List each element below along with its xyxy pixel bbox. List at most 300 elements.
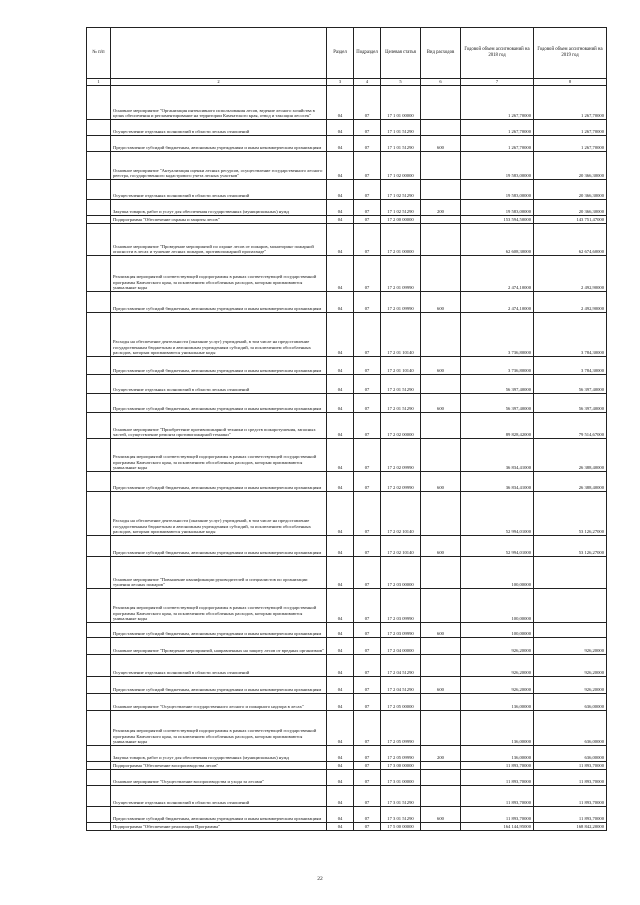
row-allocation-2018-cell: 1 267,70000 bbox=[461, 136, 534, 152]
row-allocation-2018-cell: 89 828,42000 bbox=[461, 413, 534, 439]
row-expense-type-cell bbox=[421, 711, 461, 746]
row-target-article-cell: 17 2 01 00000 bbox=[381, 224, 421, 256]
row-number-cell bbox=[87, 492, 111, 536]
row-section-cell: 04 bbox=[327, 357, 354, 375]
row-target-article-cell: 17 2 05 09990 bbox=[381, 746, 421, 762]
row-number-cell bbox=[87, 823, 111, 831]
row-number-cell bbox=[87, 413, 111, 439]
row-allocation-2019-cell: 11 893,70000 bbox=[534, 807, 607, 823]
row-name-cell: Предоставление субсидий бюджетным, автономным учреждениям и иным некоммерческим организациям bbox=[111, 292, 327, 313]
row-allocation-2019-cell: 926,20000 bbox=[534, 655, 607, 677]
row-allocation-2018-cell: 11 893,70000 bbox=[461, 770, 534, 786]
row-target-article-cell: 17 2 05 09990 bbox=[381, 711, 421, 746]
row-allocation-2019-cell: 11 893,70000 bbox=[534, 786, 607, 807]
row-section-cell: 04 bbox=[327, 375, 354, 394]
row-target-article-cell: 17 2 04 51290 bbox=[381, 655, 421, 677]
row-allocation-2019-cell: 20 366,30000 bbox=[534, 200, 607, 216]
row-allocation-2018-cell: 164 144,95000 bbox=[461, 823, 534, 831]
row-section-cell: 04 bbox=[327, 292, 354, 313]
row-expense-type-cell bbox=[421, 655, 461, 677]
row-target-article-cell: 17 1 02 51290 bbox=[381, 200, 421, 216]
column-number: 8 bbox=[534, 79, 607, 86]
row-name-cell: Предоставление субсидий бюджетным, автономным учреждениям и иным некоммерческим организациям bbox=[111, 536, 327, 557]
column-number-row bbox=[87, 79, 607, 86]
row-allocation-2018-cell: 2 474,10000 bbox=[461, 292, 534, 313]
row-allocation-2019-cell bbox=[534, 557, 607, 589]
row-expense-type-cell bbox=[421, 152, 461, 180]
row-expense-type-cell bbox=[421, 180, 461, 200]
row-number-cell bbox=[87, 677, 111, 694]
table-row bbox=[87, 394, 607, 413]
row-allocation-2018-cell: 3 736,80000 bbox=[461, 313, 534, 357]
row-target-article-cell: 17 2 02 00000 bbox=[381, 413, 421, 439]
row-number-cell bbox=[87, 313, 111, 357]
row-target-article-cell: 17 2 03 09990 bbox=[381, 589, 421, 623]
row-section-cell: 04 bbox=[327, 786, 354, 807]
row-target-article-cell: 17 2 01 51290 bbox=[381, 394, 421, 413]
row-section-cell: 04 bbox=[327, 180, 354, 200]
row-subsection-cell: 07 bbox=[354, 357, 381, 375]
row-expense-type-cell bbox=[421, 786, 461, 807]
table-row bbox=[87, 413, 607, 439]
row-allocation-2019-cell: 1 267,70000 bbox=[534, 86, 607, 120]
row-target-article-cell: 17 3 01 51290 bbox=[381, 807, 421, 823]
row-allocation-2018-cell: 19 583,00000 bbox=[461, 152, 534, 180]
row-subsection-cell: 07 bbox=[354, 216, 381, 224]
row-target-article-cell: 17 2 01 10140 bbox=[381, 357, 421, 375]
row-allocation-2019-cell: 53 126,27000 bbox=[534, 536, 607, 557]
row-allocation-2018-cell: 926,20000 bbox=[461, 655, 534, 677]
row-expense-type-cell: 200 bbox=[421, 200, 461, 216]
row-subsection-cell: 07 bbox=[354, 439, 381, 472]
row-target-article-cell: 17 2 04 00000 bbox=[381, 638, 421, 655]
row-allocation-2019-cell: 3 784,30000 bbox=[534, 313, 607, 357]
row-allocation-2019-cell: 636,00000 bbox=[534, 746, 607, 762]
row-name-cell: Предоставление субсидий бюджетным, автономным учреждениям и иным некоммерческим организациям bbox=[111, 807, 327, 823]
row-section-cell: 04 bbox=[327, 638, 354, 655]
page-number: 22 bbox=[317, 876, 323, 882]
column-number: 6 bbox=[421, 79, 461, 86]
row-expense-type-cell: 200 bbox=[421, 746, 461, 762]
row-target-article-cell: 17 2 03 09990 bbox=[381, 623, 421, 638]
header-name bbox=[111, 28, 327, 79]
row-expense-type-cell: 600 bbox=[421, 536, 461, 557]
row-allocation-2018-cell: 19 583,00000 bbox=[461, 180, 534, 200]
table-row bbox=[87, 292, 607, 313]
table-row bbox=[87, 823, 607, 831]
row-allocation-2018-cell: 136,00000 bbox=[461, 694, 534, 711]
row-number-cell bbox=[87, 589, 111, 623]
row-section-cell: 04 bbox=[327, 677, 354, 694]
table-row bbox=[87, 623, 607, 638]
row-allocation-2018-cell: 100,00000 bbox=[461, 589, 534, 623]
row-target-article-cell: 17 1 01 51290 bbox=[381, 136, 421, 152]
row-number-cell bbox=[87, 152, 111, 180]
row-target-article-cell: 17 1 02 00000 bbox=[381, 152, 421, 180]
row-subsection-cell: 07 bbox=[354, 536, 381, 557]
row-subsection-cell: 07 bbox=[354, 256, 381, 292]
row-number-cell bbox=[87, 770, 111, 786]
table-row bbox=[87, 224, 607, 256]
row-subsection-cell: 07 bbox=[354, 200, 381, 216]
row-allocation-2019-cell: 53 126,27000 bbox=[534, 492, 607, 536]
row-name-cell: Закупка товаров, работ и услуг для обеспечения государственных (муниципальных) нужд bbox=[111, 200, 327, 216]
row-number-cell bbox=[87, 224, 111, 256]
row-allocation-2018-cell: 100,00000 bbox=[461, 557, 534, 589]
row-number-cell bbox=[87, 786, 111, 807]
row-allocation-2018-cell: 1 267,70000 bbox=[461, 86, 534, 120]
row-subsection-cell: 07 bbox=[354, 472, 381, 492]
row-allocation-2019-cell bbox=[534, 623, 607, 638]
table-row bbox=[87, 256, 607, 292]
row-expense-type-cell: 600 bbox=[421, 292, 461, 313]
row-subsection-cell: 07 bbox=[354, 492, 381, 536]
row-subsection-cell: 07 bbox=[354, 375, 381, 394]
row-expense-type-cell: 600 bbox=[421, 807, 461, 823]
table-row bbox=[87, 120, 607, 136]
row-number-cell bbox=[87, 762, 111, 770]
row-allocation-2019-cell: 62 674,60000 bbox=[534, 224, 607, 256]
row-name-cell: Основное мероприятие "Повышение квалификации руководителей и специалистов по организации тушения лесных пожаров" bbox=[111, 557, 327, 589]
row-name-cell: Осуществление отдельных полномочий в области лесных отношений bbox=[111, 120, 327, 136]
row-section-cell: 04 bbox=[327, 313, 354, 357]
row-expense-type-cell bbox=[421, 375, 461, 394]
row-expense-type-cell bbox=[421, 823, 461, 831]
column-number: 5 bbox=[381, 79, 421, 86]
row-allocation-2018-cell: 52 994,01000 bbox=[461, 536, 534, 557]
row-number-cell bbox=[87, 711, 111, 746]
row-section-cell: 04 bbox=[327, 823, 354, 831]
row-section-cell: 04 bbox=[327, 762, 354, 770]
row-target-article-cell: 17 2 01 09990 bbox=[381, 256, 421, 292]
row-section-cell: 04 bbox=[327, 86, 354, 120]
row-allocation-2018-cell: 926,20000 bbox=[461, 677, 534, 694]
row-name-cell: Расходы на обеспечение деятельности (оказание услуг) учреждений, в том числе на предоставление государственным бюджетным и автономным учреждениям субсидий, за исключением обособленных расходов, которым присваиваются уникальные коды bbox=[111, 313, 327, 357]
row-allocation-2018-cell: 153 594,50000 bbox=[461, 216, 534, 224]
row-number-cell bbox=[87, 256, 111, 292]
row-section-cell: 04 bbox=[327, 439, 354, 472]
row-expense-type-cell: 600 bbox=[421, 136, 461, 152]
row-subsection-cell: 07 bbox=[354, 394, 381, 413]
table-row bbox=[87, 216, 607, 224]
row-name-cell: Реализация мероприятий соответствующей подпрограммы в рамках соответствующей государственной программы Камчатского края, за исключением обособленных расходов, которым присваиваются уникальные коды bbox=[111, 256, 327, 292]
row-number-cell bbox=[87, 472, 111, 492]
row-section-cell: 04 bbox=[327, 711, 354, 746]
row-number-cell bbox=[87, 623, 111, 638]
table-row bbox=[87, 589, 607, 623]
row-name-cell: Предоставление субсидий бюджетным, автономным учреждениям и иным некоммерческим организациям bbox=[111, 357, 327, 375]
row-name-cell: Основное мероприятие "Осуществление воспроизводства и ухода за лесами" bbox=[111, 770, 327, 786]
row-section-cell: 04 bbox=[327, 770, 354, 786]
row-section-cell: 04 bbox=[327, 589, 354, 623]
row-name-cell: Закупка товаров, работ и услуг для обеспечения государственных (муниципальных) нужд bbox=[111, 746, 327, 762]
row-target-article-cell: 17 2 00 00000 bbox=[381, 216, 421, 224]
row-expense-type-cell bbox=[421, 557, 461, 589]
row-subsection-cell: 07 bbox=[354, 638, 381, 655]
row-name-cell: Основное мероприятие "Приобретение противопожарной техники и средств пожаротушения, запасных частей, осуществление ремонта противопожарной техники" bbox=[111, 413, 327, 439]
table-row bbox=[87, 807, 607, 823]
row-number-cell bbox=[87, 375, 111, 394]
row-number-cell bbox=[87, 394, 111, 413]
row-name-cell: Реализация мероприятий соответствующей подпрограммы в рамках соответствующей государственной программы Камчатского края, за исключением обособленных расходов, которым присваиваются уникальные коды bbox=[111, 439, 327, 472]
row-expense-type-cell bbox=[421, 770, 461, 786]
row-expense-type-cell bbox=[421, 492, 461, 536]
row-expense-type-cell bbox=[421, 224, 461, 256]
row-allocation-2019-cell: 20 366,30000 bbox=[534, 180, 607, 200]
row-number-cell bbox=[87, 746, 111, 762]
row-allocation-2019-cell: 636,00000 bbox=[534, 694, 607, 711]
row-target-article-cell: 17 2 02 09990 bbox=[381, 472, 421, 492]
row-name-cell: Основное мероприятие "Осуществление государственного лесного и пожарного надзора в лесах" bbox=[111, 694, 327, 711]
row-section-cell: 04 bbox=[327, 746, 354, 762]
row-section-cell: 04 bbox=[327, 623, 354, 638]
row-name-cell: Осуществление отдельных полномочий в области лесных отношений bbox=[111, 786, 327, 807]
table-row bbox=[87, 762, 607, 770]
row-allocation-2018-cell: 100,00000 bbox=[461, 623, 534, 638]
row-name-cell: Подпрограмма "Обеспечение реализации Программы" bbox=[111, 823, 327, 831]
row-subsection-cell: 07 bbox=[354, 694, 381, 711]
row-allocation-2019-cell: 56 397,40000 bbox=[534, 375, 607, 394]
row-allocation-2019-cell bbox=[534, 589, 607, 623]
row-allocation-2019-cell: 636,00000 bbox=[534, 711, 607, 746]
row-target-article-cell: 17 1 01 51290 bbox=[381, 120, 421, 136]
row-name-cell: Предоставление субсидий бюджетным, автономным учреждениям и иным некоммерческим организациям bbox=[111, 394, 327, 413]
column-number: 4 bbox=[354, 79, 381, 86]
row-allocation-2019-cell: 26 388,40000 bbox=[534, 439, 607, 472]
table-row bbox=[87, 86, 607, 120]
row-subsection-cell: 07 bbox=[354, 557, 381, 589]
row-allocation-2018-cell: 11 893,70000 bbox=[461, 807, 534, 823]
row-name-cell: Осуществление отдельных полномочий в области лесных отношений bbox=[111, 655, 327, 677]
row-number-cell bbox=[87, 439, 111, 472]
table-row bbox=[87, 136, 607, 152]
row-expense-type-cell bbox=[421, 256, 461, 292]
row-subsection-cell: 07 bbox=[354, 136, 381, 152]
row-allocation-2018-cell: 1 267,70000 bbox=[461, 120, 534, 136]
row-expense-type-cell bbox=[421, 313, 461, 357]
table-row bbox=[87, 638, 607, 655]
table-row bbox=[87, 439, 607, 472]
row-expense-type-cell bbox=[421, 216, 461, 224]
table-row bbox=[87, 536, 607, 557]
row-allocation-2019-cell: 2 492,90000 bbox=[534, 256, 607, 292]
table-row bbox=[87, 711, 607, 746]
row-subsection-cell: 07 bbox=[354, 86, 381, 120]
column-number: 2 bbox=[111, 79, 327, 86]
row-allocation-2019-cell: 20 366,30000 bbox=[534, 152, 607, 180]
row-target-article-cell: 17 2 01 51290 bbox=[381, 375, 421, 394]
row-section-cell: 04 bbox=[327, 394, 354, 413]
row-allocation-2019-cell: 1 267,70000 bbox=[534, 136, 607, 152]
row-number-cell bbox=[87, 86, 111, 120]
header-allocation-2019: Годовой объем ассигнований на 2019 год bbox=[534, 28, 607, 79]
row-section-cell: 04 bbox=[327, 536, 354, 557]
row-name-cell: Реализация мероприятий соответствующей подпрограммы в рамках соответствующей государственной программы Камчатского края, за исключением обособленных расходов, которым присваиваются уникальные коды bbox=[111, 589, 327, 623]
row-expense-type-cell bbox=[421, 638, 461, 655]
row-number-cell bbox=[87, 120, 111, 136]
row-section-cell: 04 bbox=[327, 655, 354, 677]
row-subsection-cell: 07 bbox=[354, 152, 381, 180]
row-name-cell: Подпрограмма "Обеспечение воспроизводства лесов" bbox=[111, 762, 327, 770]
row-number-cell bbox=[87, 655, 111, 677]
row-name-cell: Основное мероприятие "Проведение мероприятий по охране лесов от пожаров, мониторинг пожарной опасности в лесах и тушение лесных пожаров, противопожарной пропаганде" bbox=[111, 224, 327, 256]
row-allocation-2019-cell: 143 751,47000 bbox=[534, 216, 607, 224]
row-section-cell: 04 bbox=[327, 200, 354, 216]
row-allocation-2019-cell: 2 492,90000 bbox=[534, 292, 607, 313]
row-target-article-cell: 17 2 02 09990 bbox=[381, 439, 421, 472]
row-subsection-cell: 07 bbox=[354, 746, 381, 762]
row-subsection-cell: 07 bbox=[354, 762, 381, 770]
row-allocation-2018-cell: 56 397,40000 bbox=[461, 394, 534, 413]
row-target-article-cell: 17 3 01 51290 bbox=[381, 786, 421, 807]
row-name-cell: Осуществление отдельных полномочий в области лесных отношений bbox=[111, 180, 327, 200]
row-subsection-cell: 07 bbox=[354, 623, 381, 638]
header-number: № п/п bbox=[87, 28, 111, 79]
row-allocation-2019-cell: 926,20000 bbox=[534, 638, 607, 655]
table-row bbox=[87, 770, 607, 786]
row-allocation-2019-cell: 168 842,20000 bbox=[534, 823, 607, 831]
row-expense-type-cell: 600 bbox=[421, 394, 461, 413]
row-name-cell: Основное мероприятие "Проведение мероприятий, направленных на защиту лесов от вредных организмов" bbox=[111, 638, 327, 655]
row-name-cell: Осуществление отдельных полномочий в области лесных отношений bbox=[111, 375, 327, 394]
column-number: 3 bbox=[327, 79, 354, 86]
row-section-cell: 04 bbox=[327, 224, 354, 256]
row-expense-type-cell bbox=[421, 762, 461, 770]
column-number: 7 bbox=[461, 79, 534, 86]
row-target-article-cell: 17 5 00 00000 bbox=[381, 823, 421, 831]
row-expense-type-cell: 600 bbox=[421, 677, 461, 694]
table-body bbox=[87, 86, 607, 831]
row-expense-type-cell: 600 bbox=[421, 472, 461, 492]
row-section-cell: 04 bbox=[327, 152, 354, 180]
row-target-article-cell: 17 2 04 51290 bbox=[381, 677, 421, 694]
row-target-article-cell: 17 3 01 00000 bbox=[381, 770, 421, 786]
row-allocation-2019-cell: 1 267,70000 bbox=[534, 120, 607, 136]
row-target-article-cell: 17 2 01 09990 bbox=[381, 292, 421, 313]
table-row bbox=[87, 152, 607, 180]
row-name-cell: Основное мероприятие "Актуализация оценки лесных ресурсов, осуществление государственного лесного реестра, государственного кадастрового учета лесных участков" bbox=[111, 152, 327, 180]
row-name-cell: Предоставление субсидий бюджетным, автономным учреждениям и иным некоммерческим организациям bbox=[111, 677, 327, 694]
row-name-cell: Подпрограмма "Обеспечение охраны и защиты лесов" bbox=[111, 216, 327, 224]
row-section-cell: 04 bbox=[327, 256, 354, 292]
table-header-row bbox=[87, 28, 607, 79]
row-allocation-2018-cell: 11 893,70000 bbox=[461, 762, 534, 770]
row-subsection-cell: 07 bbox=[354, 677, 381, 694]
row-target-article-cell: 17 2 02 10140 bbox=[381, 492, 421, 536]
row-name-cell: Реализация мероприятий соответствующей подпрограммы в рамках соответствующей государственной программы Камчатского края, за исключением обособленных расходов, которым присваиваются уникальные коды bbox=[111, 711, 327, 746]
row-subsection-cell: 07 bbox=[354, 224, 381, 256]
row-subsection-cell: 07 bbox=[354, 292, 381, 313]
row-subsection-cell: 07 bbox=[354, 786, 381, 807]
row-subsection-cell: 07 bbox=[354, 120, 381, 136]
table-row bbox=[87, 746, 607, 762]
row-subsection-cell: 07 bbox=[354, 807, 381, 823]
row-allocation-2019-cell: 3 784,30000 bbox=[534, 357, 607, 375]
row-section-cell: 04 bbox=[327, 694, 354, 711]
row-number-cell bbox=[87, 200, 111, 216]
table-row bbox=[87, 492, 607, 536]
row-target-article-cell: 17 3 00 00000 bbox=[381, 762, 421, 770]
table-row bbox=[87, 313, 607, 357]
row-expense-type-cell bbox=[421, 120, 461, 136]
row-subsection-cell: 07 bbox=[354, 180, 381, 200]
budget-table-sheet bbox=[86, 27, 606, 831]
row-number-cell bbox=[87, 638, 111, 655]
row-section-cell: 04 bbox=[327, 807, 354, 823]
row-target-article-cell: 17 1 01 00000 bbox=[381, 86, 421, 120]
header-subsection: Подраздел bbox=[354, 28, 381, 79]
row-section-cell: 04 bbox=[327, 136, 354, 152]
row-number-cell bbox=[87, 807, 111, 823]
row-target-article-cell: 17 1 02 51290 bbox=[381, 180, 421, 200]
row-allocation-2018-cell: 3 736,80000 bbox=[461, 357, 534, 375]
table-row bbox=[87, 786, 607, 807]
row-allocation-2018-cell: 52 994,01000 bbox=[461, 492, 534, 536]
row-number-cell bbox=[87, 557, 111, 589]
row-section-cell: 04 bbox=[327, 492, 354, 536]
table-row bbox=[87, 557, 607, 589]
row-number-cell bbox=[87, 216, 111, 224]
row-name-cell: Предоставление субсидий бюджетным, автономным учреждениям и иным некоммерческим организациям bbox=[111, 136, 327, 152]
row-allocation-2019-cell: 79 514,67000 bbox=[534, 413, 607, 439]
row-target-article-cell: 17 2 05 00000 bbox=[381, 694, 421, 711]
row-allocation-2019-cell: 56 397,40000 bbox=[534, 394, 607, 413]
header-target-article: Целевая статья bbox=[381, 28, 421, 79]
row-allocation-2018-cell: 11 893,70000 bbox=[461, 786, 534, 807]
row-section-cell: 04 bbox=[327, 472, 354, 492]
table-row bbox=[87, 655, 607, 677]
row-section-cell: 04 bbox=[327, 120, 354, 136]
row-number-cell bbox=[87, 180, 111, 200]
row-number-cell bbox=[87, 536, 111, 557]
header-allocation-2018: Годовой объем ассигнований на 2018 год bbox=[461, 28, 534, 79]
column-number: 1 bbox=[87, 79, 111, 86]
row-allocation-2018-cell: 136,00000 bbox=[461, 711, 534, 746]
row-allocation-2018-cell: 36 834,41000 bbox=[461, 472, 534, 492]
row-allocation-2019-cell: 926,20000 bbox=[534, 677, 607, 694]
row-number-cell bbox=[87, 694, 111, 711]
row-expense-type-cell: 600 bbox=[421, 357, 461, 375]
row-target-article-cell: 17 2 02 10140 bbox=[381, 536, 421, 557]
table-row bbox=[87, 472, 607, 492]
row-name-cell: Предоставление субсидий бюджетным, автономным учреждениям и иным некоммерческим организациям bbox=[111, 472, 327, 492]
row-expense-type-cell bbox=[421, 439, 461, 472]
table-row bbox=[87, 375, 607, 394]
row-subsection-cell: 07 bbox=[354, 655, 381, 677]
header-expense-type: Вид расходов bbox=[421, 28, 461, 79]
row-expense-type-cell bbox=[421, 694, 461, 711]
row-target-article-cell: 17 2 01 10140 bbox=[381, 313, 421, 357]
row-expense-type-cell bbox=[421, 86, 461, 120]
row-allocation-2018-cell: 56 397,40000 bbox=[461, 375, 534, 394]
row-allocation-2018-cell: 136,00000 bbox=[461, 746, 534, 762]
budget-allocation-table bbox=[86, 27, 607, 831]
header-section: Раздел bbox=[327, 28, 354, 79]
row-subsection-cell: 07 bbox=[354, 770, 381, 786]
table-row bbox=[87, 357, 607, 375]
table-row bbox=[87, 200, 607, 216]
row-number-cell bbox=[87, 292, 111, 313]
table-row bbox=[87, 694, 607, 711]
row-name-cell: Предоставление субсидий бюджетным, автономным учреждениям и иным некоммерческим организациям bbox=[111, 623, 327, 638]
row-subsection-cell: 07 bbox=[354, 711, 381, 746]
row-number-cell bbox=[87, 357, 111, 375]
row-name-cell: Основное мероприятие "Организация интенсивного использования лесов, ведение лесного хозяйства в целях обеспечения и регламентирование на территории Камчатского края, отвод и таксация лесосек" bbox=[111, 86, 327, 120]
row-section-cell: 04 bbox=[327, 216, 354, 224]
row-allocation-2018-cell: 19 583,00000 bbox=[461, 200, 534, 216]
row-allocation-2018-cell: 2 474,10000 bbox=[461, 256, 534, 292]
row-allocation-2019-cell: 26 388,40000 bbox=[534, 472, 607, 492]
